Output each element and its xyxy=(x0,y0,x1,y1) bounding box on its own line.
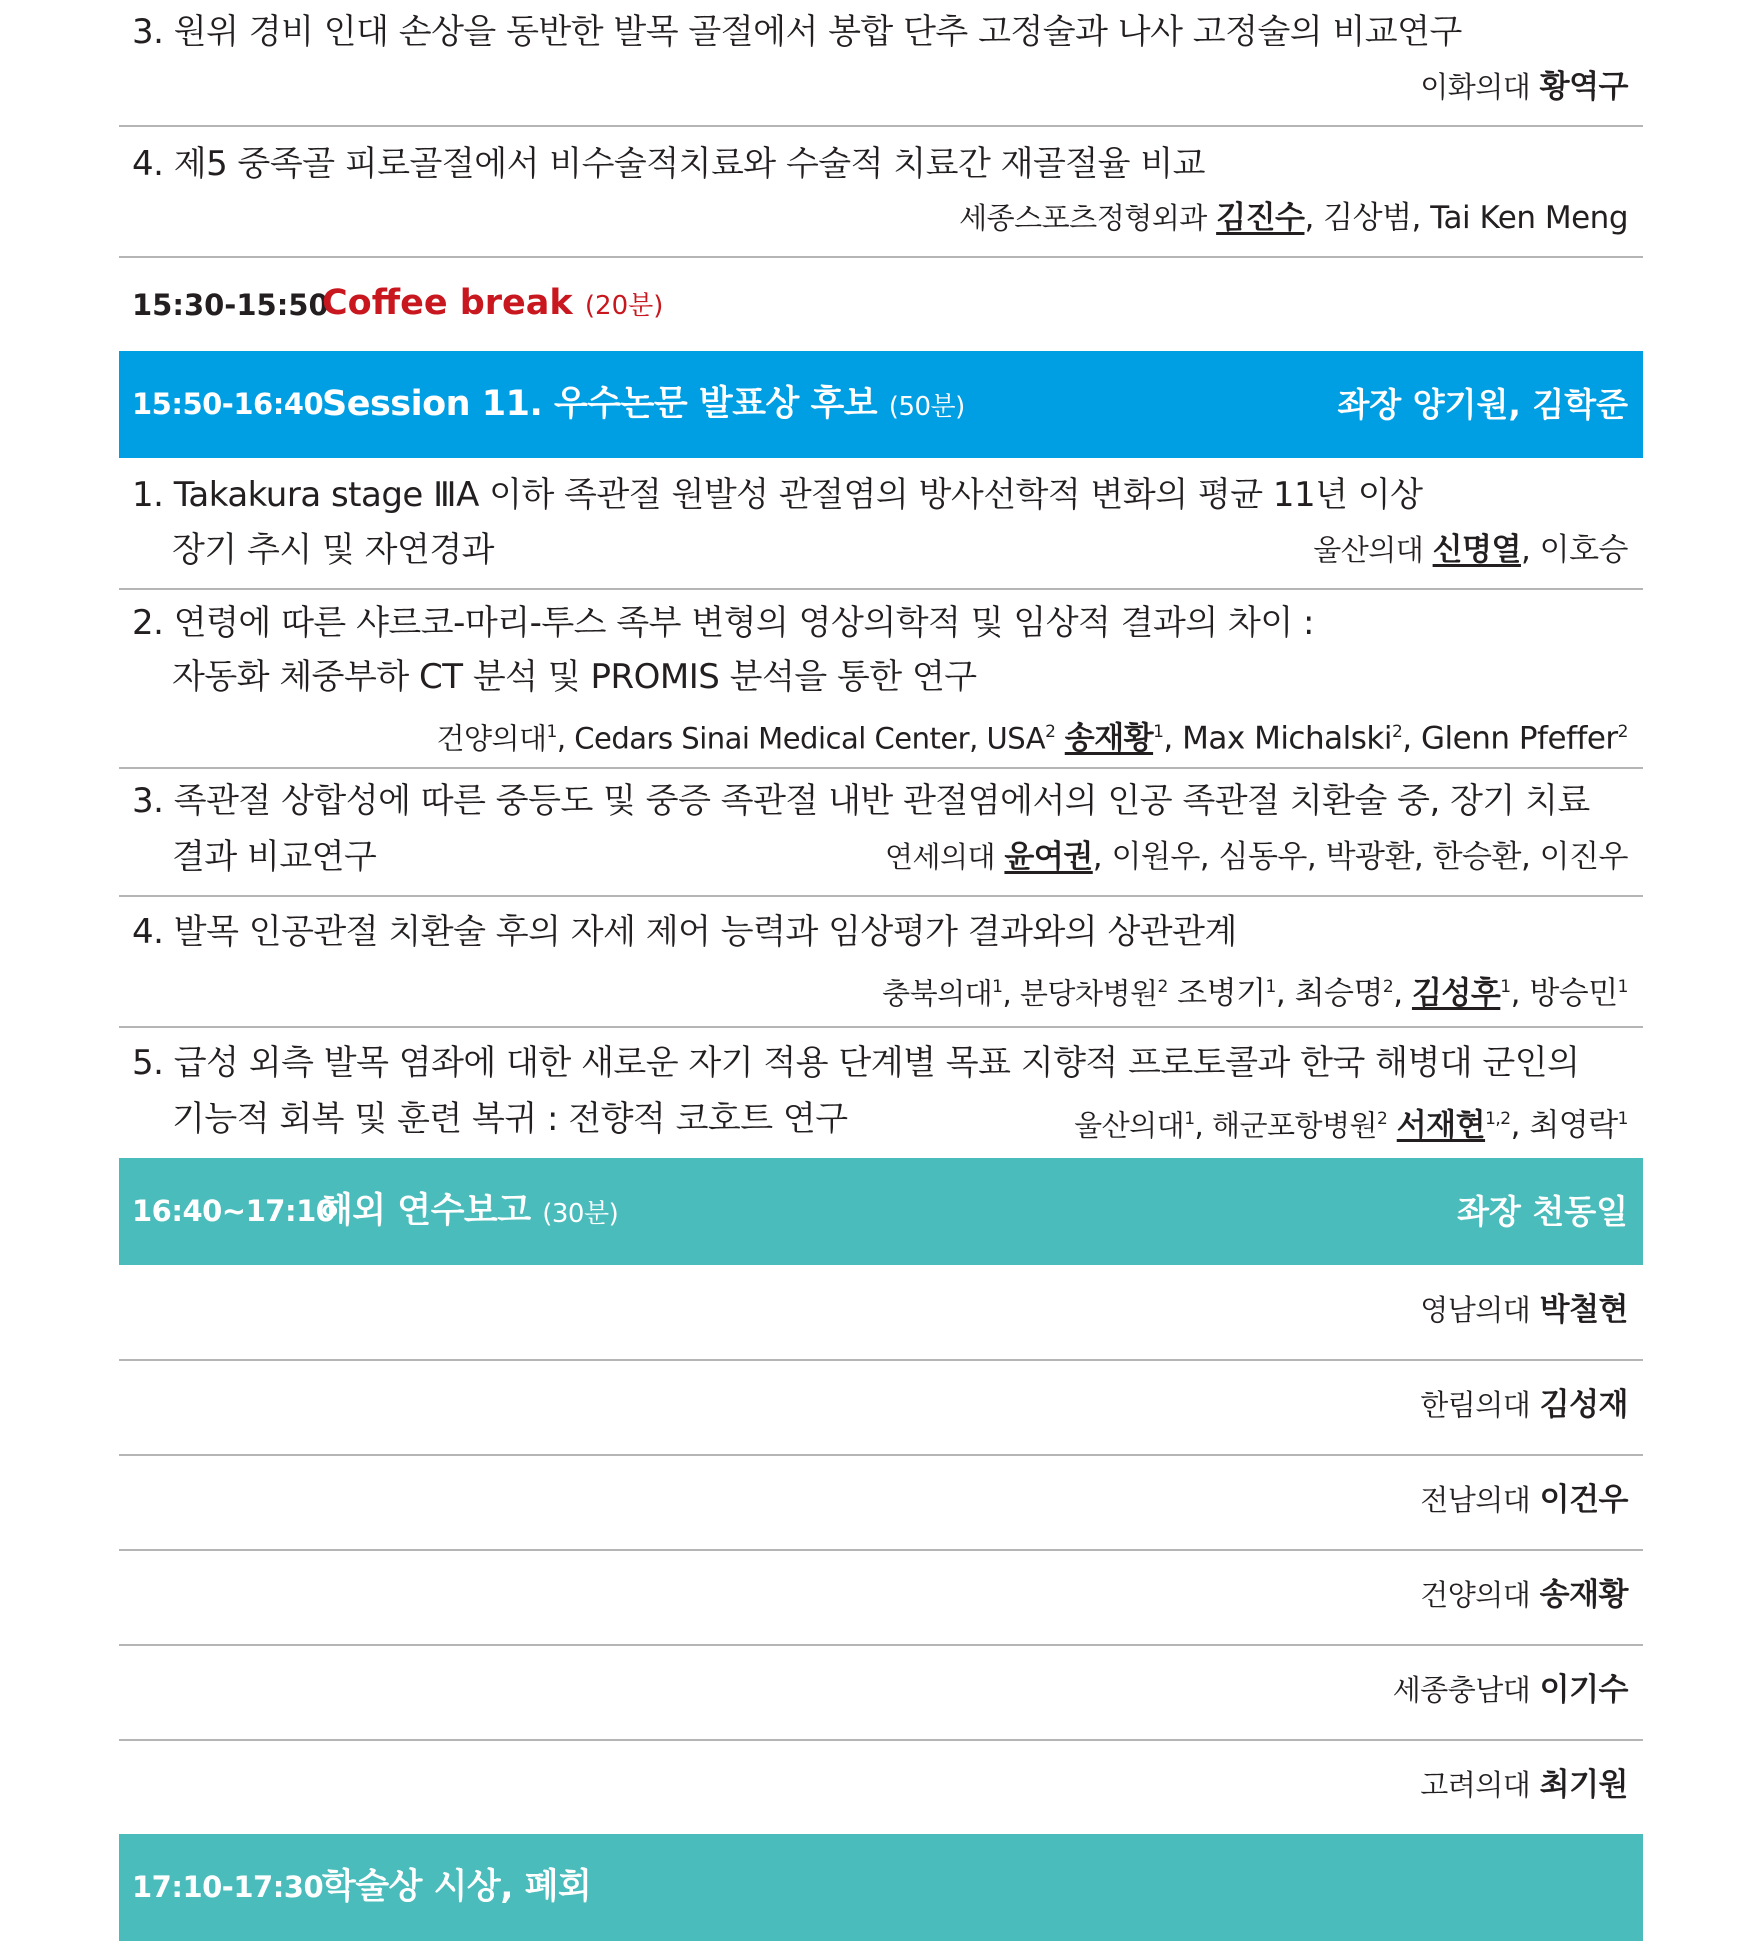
session-header xyxy=(119,351,1643,458)
affiliation: , Cedars Sinai Medical Center, USA xyxy=(556,721,1046,756)
affiliation: 고려의대 xyxy=(1420,1768,1531,1802)
talk-authors xyxy=(882,967,1628,1013)
presenter: 박철현 xyxy=(1539,1292,1628,1328)
talk-title: 3. 원위 경비 인대 손상을 동반한 발목 골절에서 봉합 단추 고정술과 나사 고정술의 비교연구 xyxy=(132,12,1462,52)
affiliation-marker: 2 xyxy=(1382,977,1394,997)
affiliation-marker: 1,2 xyxy=(1485,1109,1511,1129)
presenter: 윤여권 xyxy=(1004,839,1093,875)
co-authors: , 이원우, 심동우, 박광환, 한승환, 이진우 xyxy=(1092,839,1628,875)
talk-title-line1: 2. 연령에 따른 샤르코-마리-투스 족부 변형의 영상의학적 및 임상적 결과의 차이 : xyxy=(132,603,1314,643)
report-author xyxy=(1420,1765,1628,1805)
report-row xyxy=(119,1360,1643,1455)
session-title xyxy=(322,351,965,461)
co-author: , 최영락 xyxy=(1510,1107,1618,1144)
affiliation: 연세의대 xyxy=(885,840,996,874)
co-author: , Glenn Pfeffer xyxy=(1402,720,1618,757)
report-row xyxy=(119,1265,1643,1360)
co-authors: , 이호승 xyxy=(1520,532,1628,568)
co-authors: , 김상범, Tai Ken Meng xyxy=(1304,200,1628,236)
session-duration: (50분) xyxy=(888,392,965,422)
affiliation-marker: 1 xyxy=(1184,1109,1195,1129)
presenter: 김성후 xyxy=(1411,975,1501,1012)
affiliation: , 분당차병원 xyxy=(1002,976,1158,1011)
program-page xyxy=(119,0,1643,1941)
presenter: 김성재 xyxy=(1539,1387,1628,1423)
report-author xyxy=(1420,1385,1628,1425)
session-title-text: 해외 연수보고 xyxy=(319,1191,531,1231)
affiliation: , 해군포항병원 xyxy=(1194,1108,1378,1143)
report-row xyxy=(119,1645,1643,1740)
report-row xyxy=(119,1740,1643,1835)
talk-title-line1: 1. Takakura stage ⅢA 이하 족관절 원발성 관절염의 방사선학적 변화의 평균 11년 이상 xyxy=(132,475,1423,515)
coffee-time: 15:30-15:50 xyxy=(132,288,329,322)
affiliation-marker: 1 xyxy=(1617,977,1628,997)
affiliation: 한림의대 xyxy=(1420,1388,1531,1422)
affiliation: 세종스포츠정형외과 xyxy=(959,201,1207,235)
session-header xyxy=(119,1158,1643,1265)
affiliation: 충북의대 xyxy=(882,976,993,1011)
session-title xyxy=(319,1158,618,1268)
co-author: 조병기 xyxy=(1167,975,1266,1012)
talk-title-line1: 4. 발목 인공관절 치환술 후의 자세 제어 능력과 임상평가 결과와의 상관관계 xyxy=(132,912,1237,952)
report-author xyxy=(1420,1290,1628,1330)
session-time: 16:40~17:10 xyxy=(132,1194,336,1228)
session-title-text: Session 11. 우수논문 발표상 후보 xyxy=(322,384,878,424)
divider xyxy=(119,1026,1643,1028)
talk-title-line2: 자동화 체중부하 CT 분석 및 PROMIS 분석을 통한 연구 xyxy=(172,657,977,697)
divider xyxy=(119,588,1643,590)
divider xyxy=(119,895,1643,897)
session-time: 17:10-17:30 xyxy=(132,1870,324,1904)
affiliation: 세종충남대 xyxy=(1392,1673,1531,1707)
talk-title: 4. 제5 중족골 피로골절에서 비수술적치료와 수술적 치료간 재골절율 비교 xyxy=(132,144,1206,184)
coffee-title xyxy=(322,283,663,326)
affiliation: 건양의대 xyxy=(436,721,547,756)
session-time: 15:50-16:40 xyxy=(132,387,324,421)
report-row xyxy=(119,1455,1643,1550)
affiliation-marker: 1 xyxy=(1617,1109,1628,1129)
talk-authors xyxy=(1074,1099,1628,1145)
presenter: 김진수 xyxy=(1216,200,1305,236)
affiliation-marker: 1 xyxy=(1500,977,1511,997)
affiliation: 이화의대 xyxy=(1420,70,1531,104)
co-author: , Max Michalski xyxy=(1163,720,1392,757)
session-chairs: 좌장 양기원, 김학준 xyxy=(1337,385,1628,424)
talk-title-line1: 3. 족관절 상합성에 따른 중등도 및 중증 족관절 내반 관절염에서의 인공 족관절 치환술 중, 장기 치료 xyxy=(132,781,1590,821)
talk-authors xyxy=(436,712,1628,758)
presenter: 최기원 xyxy=(1539,1767,1628,1803)
affiliation: 영남의대 xyxy=(1420,1293,1531,1327)
talk-authors xyxy=(1420,67,1628,107)
divider xyxy=(119,256,1643,258)
affiliation-marker: 2 xyxy=(1045,722,1056,742)
coffee-duration: (20분) xyxy=(584,291,664,321)
affiliation-marker: 2 xyxy=(1617,722,1628,742)
affiliation-marker: 2 xyxy=(1391,722,1403,742)
report-author xyxy=(1393,1670,1628,1710)
session-title: 학술상 시상, 폐회 xyxy=(322,1867,592,1907)
separator: , xyxy=(1393,975,1412,1012)
affiliation-marker: 1 xyxy=(992,977,1003,997)
divider xyxy=(119,767,1643,769)
co-author: , 최승명 xyxy=(1275,975,1383,1012)
affiliation-marker: 1 xyxy=(546,722,557,742)
session-chairs: 좌장 천동일 xyxy=(1457,1192,1628,1231)
co-author: , 방승민 xyxy=(1510,975,1618,1012)
affiliation: 전남의대 xyxy=(1420,1483,1531,1517)
divider xyxy=(119,125,1643,127)
report-author xyxy=(1420,1480,1628,1520)
session-header xyxy=(119,1834,1643,1941)
session-duration: (30분) xyxy=(542,1199,619,1229)
talk-authors xyxy=(1313,530,1628,570)
presenter: 이건우 xyxy=(1539,1482,1628,1518)
talk-title-line2: 장기 추시 및 자연경과 xyxy=(172,530,495,570)
talk-title-line1: 5. 급성 외측 발목 염좌에 대한 새로운 자기 적용 단계별 목표 지향적 프로토콜과 한국 해병대 군인의 xyxy=(132,1043,1580,1083)
talk-title-line2: 결과 비교연구 xyxy=(172,837,377,877)
presenter: 이기수 xyxy=(1539,1672,1628,1708)
affiliation-marker: 2 xyxy=(1157,977,1168,997)
affiliation: 건양의대 xyxy=(1420,1578,1531,1612)
affiliation-marker: 2 xyxy=(1377,1109,1388,1129)
report-author xyxy=(1420,1575,1628,1615)
report-row xyxy=(119,1550,1643,1645)
presenter: 송재황 xyxy=(1539,1577,1628,1613)
affiliation-marker: 1 xyxy=(1153,722,1164,742)
presenter: 송재황 xyxy=(1064,720,1154,757)
affiliation: 울산의대 xyxy=(1313,533,1424,567)
talk-authors xyxy=(959,198,1628,238)
coffee-label: Coffee break xyxy=(322,283,573,323)
presenter: 서재현 xyxy=(1396,1107,1486,1144)
presenter: 신명열 xyxy=(1432,532,1521,568)
talk-title-line2: 기능적 회복 및 훈련 복귀 : 전향적 코호트 연구 xyxy=(172,1099,848,1139)
presenter: 황역구 xyxy=(1539,69,1628,105)
talk-authors xyxy=(885,837,1628,877)
affiliation-marker: 1 xyxy=(1265,977,1276,997)
affiliation: 울산의대 xyxy=(1074,1108,1185,1143)
